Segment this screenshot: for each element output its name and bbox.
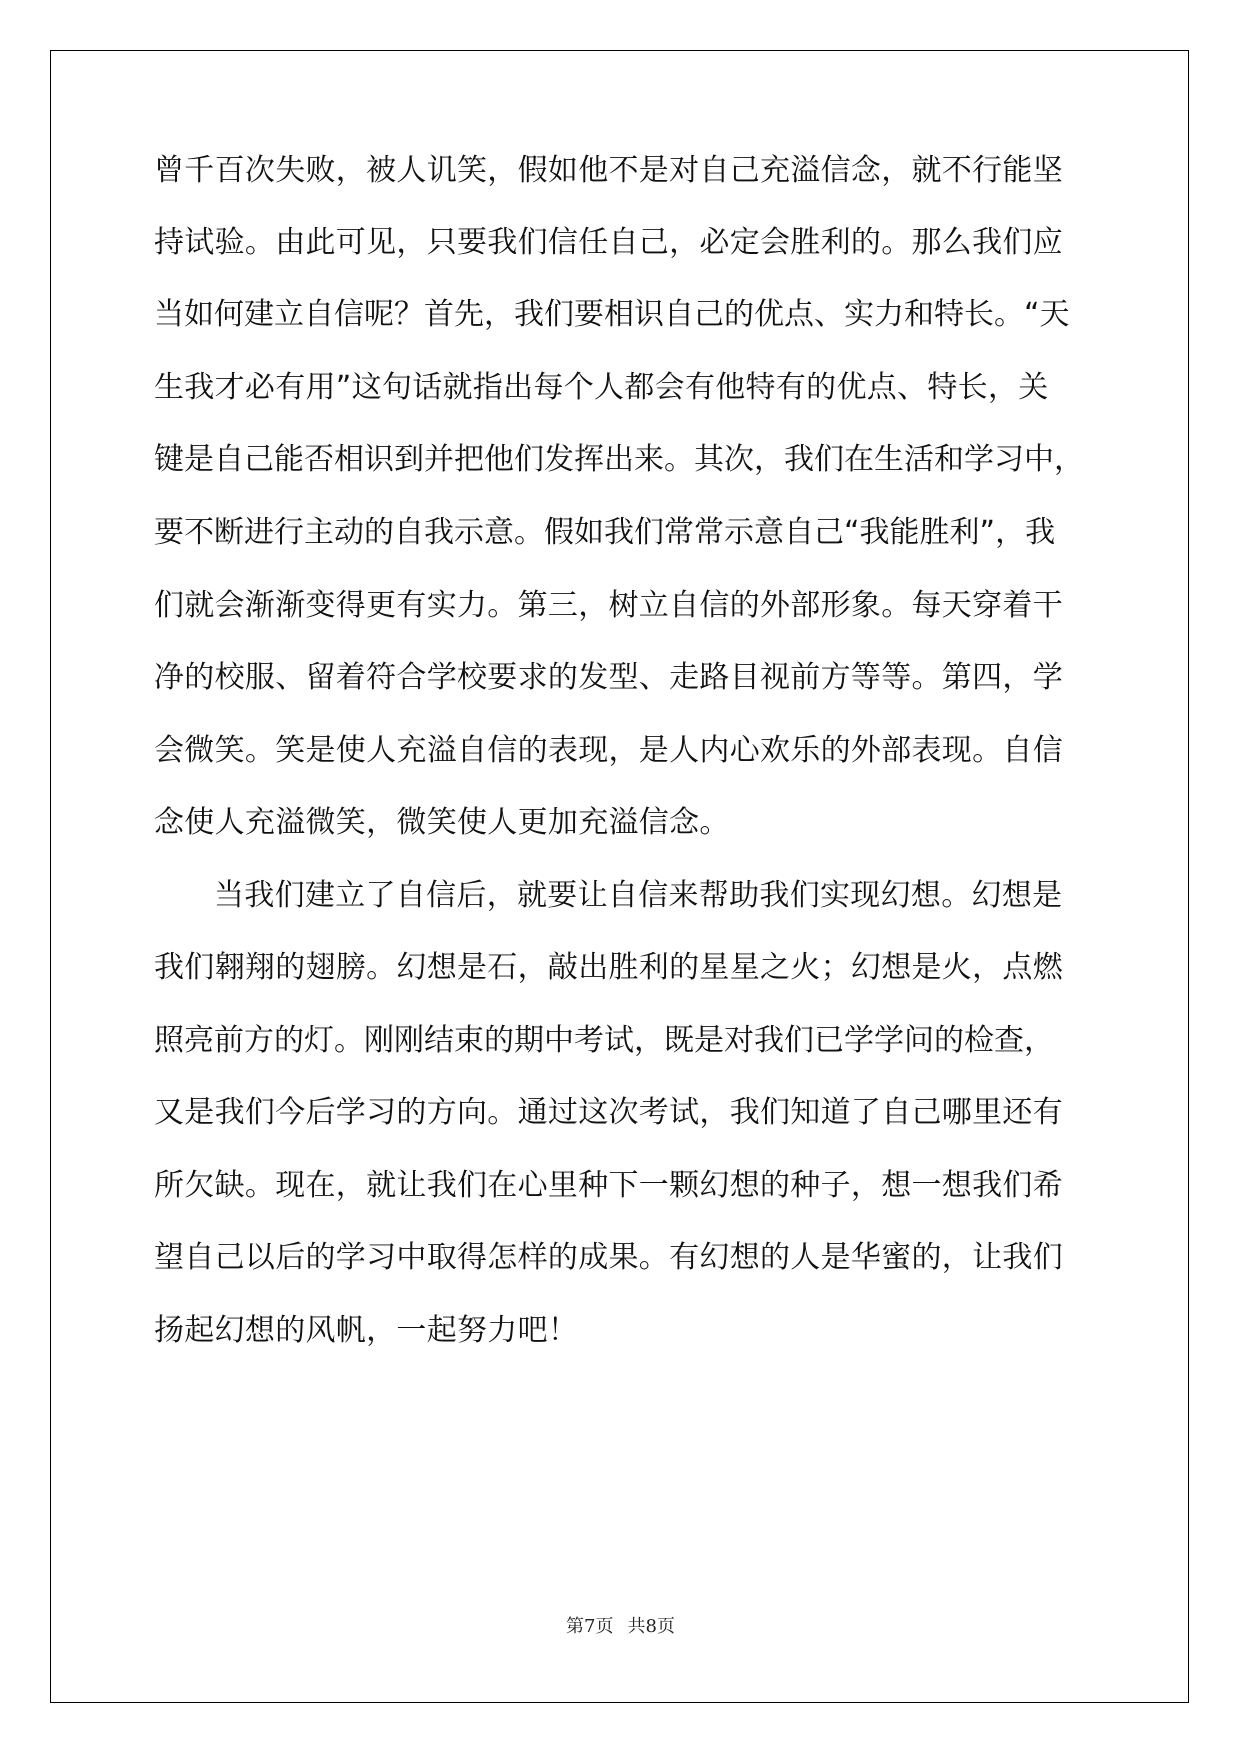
text-line: 所欠缺。现在，就让我们在心里种下一颗幻想的种子，想一想我们希 [154,1168,1063,1203]
page-footer [0,1612,1241,1638]
text-line: 望自己以后的学习中取得怎样的成果。有幻想的人是华蜜的，让我们 [154,1240,1063,1275]
text-line: 净的校服、留着符合学校要求的发型、走路目视前方等等。第四，学 [154,660,1063,695]
text-line: 当如何建立自信呢？首先，我们要相识自己的优点、实力和特长。“天 [154,297,1070,332]
text-line: 持试验。由此可见，只要我们信任自己，必定会胜利的。那么我们应 [154,225,1063,260]
text-line: 我们翱翔的翅膀。幻想是石，敲出胜利的星星之火；幻想是火，点燃 [154,950,1063,985]
text-line: 键是自己能否相识到并把他们发挥出来。其次，我们在生活和学习中， [154,442,1084,477]
text-line: 会微笑。笑是使人充溢自信的表现，是人内心欢乐的外部表现。自信 [154,733,1063,768]
text-line: 又是我们今后学习的方向。通过这次考试，我们知道了自己哪里还有 [154,1095,1063,1130]
text-line: 们就会渐渐变得更有实力。第三，树立自信的外部形象。每天穿着干 [154,588,1063,623]
page-number: 第7页 [566,1616,614,1637]
paragraph-start-line: 当我们建立了自信后，就要让自信来帮助我们实现幻想。幻想是 [214,878,1063,913]
page-total: 共8页 [627,1616,675,1637]
text-line: 生我才必有用”这句话就指出每个人都会有他特有的优点、特长，关 [154,370,1049,405]
text-line: 照亮前方的灯。刚刚结束的期中考试，既是对我们已学学问的检查， [154,1023,1054,1058]
text-line: 曾千百次失败，被人讥笑，假如他不是对自己充溢信念，就不行能坚 [154,153,1063,188]
text-line: 要不断进行主动的自我示意。假如我们常常示意自己“我能胜利”，我 [154,515,1056,550]
text-line: 念使人充溢微笑，微笑使人更加充溢信念。 [154,805,730,840]
text-line: 扬起幻想的风帆，一起努力吧！ [154,1313,579,1348]
